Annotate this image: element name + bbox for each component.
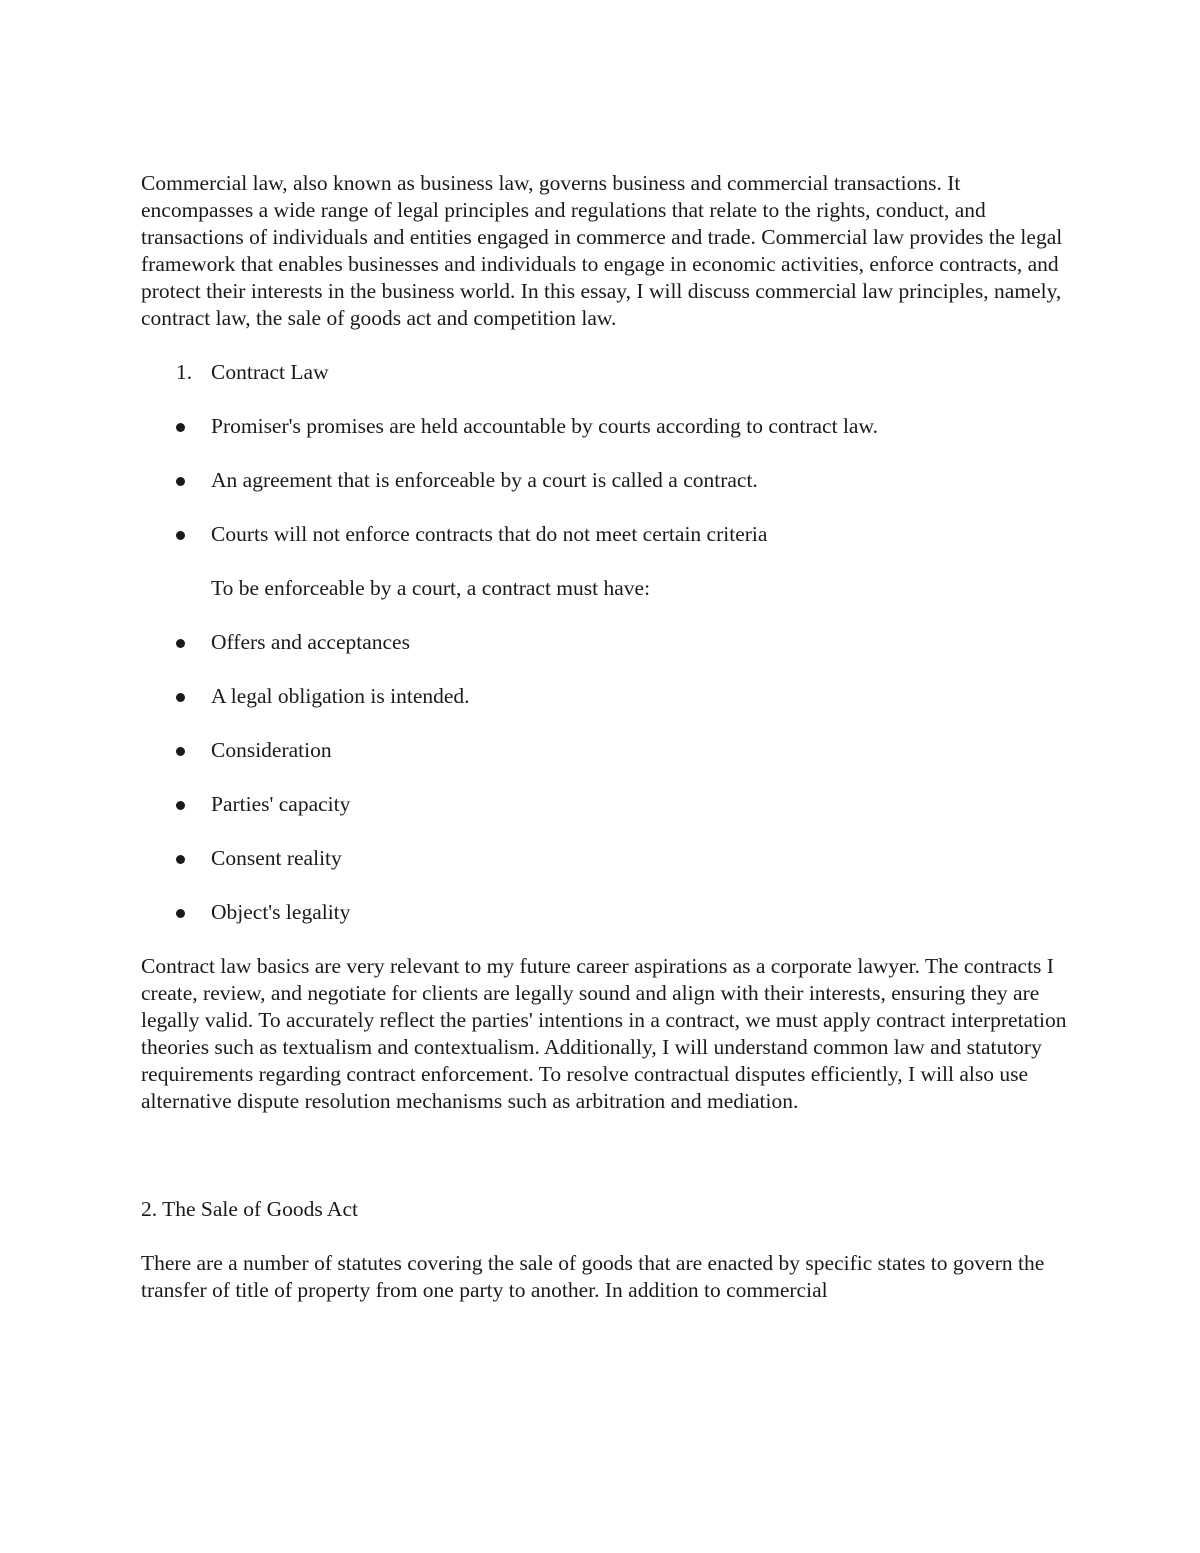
bullet-text: An agreement that is enforceable by a court is called a contract. — [211, 468, 758, 492]
bullet-text: Object's legality — [211, 900, 351, 924]
bullet-icon — [176, 477, 185, 486]
section-contract-law-heading — [141, 359, 1071, 386]
bullet-text: Consideration — [211, 738, 332, 762]
bullet-item — [141, 845, 1071, 872]
bullet-icon — [176, 531, 185, 540]
section-sale-of-goods-heading: 2. The Sale of Goods Act — [141, 1197, 358, 1221]
bullet-item — [141, 737, 1071, 764]
bullet-item — [141, 791, 1071, 818]
bullet-item — [141, 413, 1071, 440]
bullet-icon — [176, 693, 185, 702]
bullet-item — [141, 683, 1071, 710]
bullet-icon — [176, 423, 185, 432]
bullet-item — [141, 467, 1071, 494]
bullet-text: Parties' capacity — [211, 792, 351, 816]
section-title: Contract Law — [211, 360, 329, 384]
bullet-icon — [176, 801, 185, 810]
bullet-icon — [176, 639, 185, 648]
bullet-item — [141, 629, 1071, 656]
bullet-icon — [176, 855, 185, 864]
sale-of-goods-paragraph: There are a number of statutes covering the sale of goods that are enacted by specific states to govern the transfer of title of property from one party to another. In addition to commercial — [141, 1251, 1045, 1302]
bullet-icon — [176, 747, 185, 756]
bullet-text: A legal obligation is intended. — [211, 684, 470, 708]
document-body — [141, 170, 1071, 1304]
bullet-text: Consent reality — [211, 846, 342, 870]
intro-paragraph: Commercial law, also known as business law, governs business and commercial transactions. It encompasses a wide range of legal principles and regulations that relate to the rights, conduct, and transactions of individuals and entities engaged in commerce and trade. Commercial law provides the legal framework that enables businesses and individuals to engage in economic activities, enforce contracts, and protect their interests in the business world. In this essay, I will discuss commercial law principles, namely, contract law, the sale of goods act and competition law. — [141, 171, 1063, 330]
bullet-icon — [176, 909, 185, 918]
bullet-text: Courts will not enforce contracts that do not meet certain criteria — [211, 522, 768, 546]
bullet-text: Offers and acceptances — [211, 630, 410, 654]
contract-law-paragraph: Contract law basics are very relevant to my future career aspirations as a corporate lawyer. The contracts I create, review, and negotiate for clients are legally sound and align with their interests, ensuring they are legally valid. To accurately reflect the parties' intentions in a contract, we must apply contract interpretation theories such as textualism and contextualism. Additionally, I will understand common law and statutory requirements regarding contract enforcement. To resolve contractual disputes efficiently, I will also use alternative dispute resolution mechanisms such as arbitration and mediation. — [141, 954, 1067, 1113]
requirements-intro: To be enforceable by a court, a contract must have: — [211, 576, 651, 600]
section-number: 1. — [176, 360, 193, 384]
bullet-item — [141, 899, 1071, 926]
bullet-item — [141, 521, 1071, 548]
bullet-text: Promiser's promises are held accountable by courts according to contract law. — [211, 414, 878, 438]
